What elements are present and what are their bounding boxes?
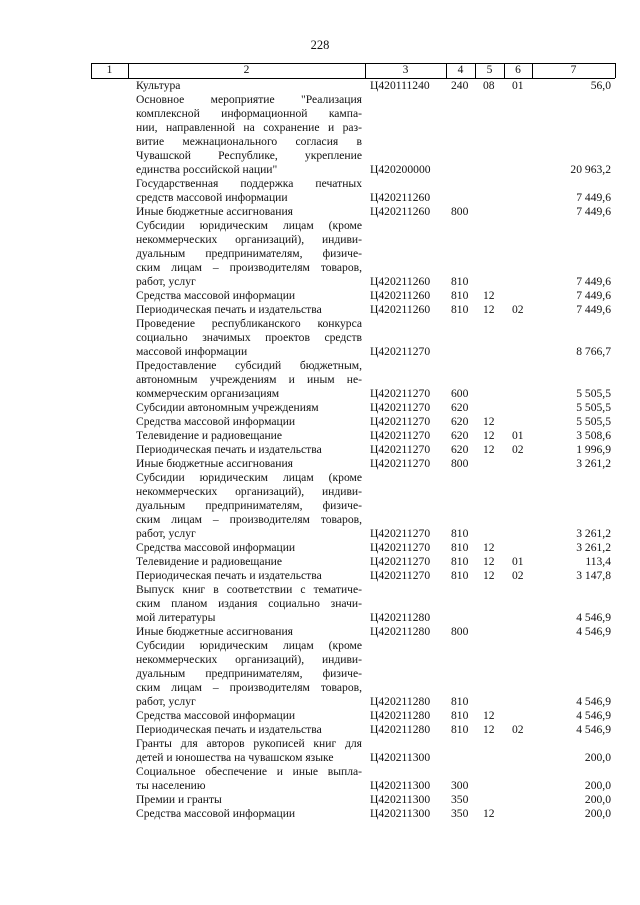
- expense-type: 810: [451, 695, 469, 708]
- description-line: Премии и гранты: [136, 793, 222, 806]
- amount: 200,0: [584, 751, 611, 764]
- amount: 4 546,9: [576, 695, 611, 708]
- table-row: [0, 709, 640, 723]
- row-description: [136, 639, 362, 709]
- expense-type: 600: [451, 387, 469, 400]
- target-code: Ц420211260: [370, 205, 431, 218]
- amount: 3 508,6: [576, 429, 611, 442]
- description-line: Периодическая печать и издательства: [136, 443, 322, 456]
- table-row: [0, 415, 640, 429]
- section: 12: [483, 429, 495, 442]
- description-line: работ, услуг: [136, 695, 196, 708]
- amount: 200,0: [584, 779, 611, 792]
- amount: 20 963,2: [570, 163, 611, 176]
- row-description: [136, 79, 362, 93]
- description-line: некоммерческих организаций), индиви-: [136, 485, 362, 498]
- expense-type: 810: [451, 527, 469, 540]
- table-row: [0, 765, 640, 793]
- row-description: [136, 443, 362, 457]
- section: 12: [483, 303, 495, 316]
- subsection: 02: [512, 443, 524, 456]
- row-description: [136, 415, 362, 429]
- description-line: дуальным предпринимателям, физиче-: [136, 247, 362, 260]
- description-line: Субсидии юридическим лицам (кроме: [136, 219, 362, 232]
- section: 12: [483, 555, 495, 568]
- page-number: 228: [310, 38, 330, 52]
- target-code: Ц420211280: [370, 625, 431, 638]
- row-description: [136, 709, 362, 723]
- description-line: Телевидение и радиовещание: [136, 429, 283, 442]
- row-description: [136, 177, 362, 205]
- table-row: [0, 625, 640, 639]
- description-line: некоммерческих организаций), индиви-: [136, 653, 362, 666]
- row-description: [136, 583, 362, 625]
- table-row: [0, 443, 640, 457]
- row-description: [136, 401, 362, 415]
- description-line: ским лицам – производителям товаров,: [136, 261, 362, 274]
- expense-type: 810: [451, 723, 469, 736]
- row-description: [136, 93, 362, 177]
- row-description: [136, 723, 362, 737]
- row-description: [136, 471, 362, 541]
- target-code: Ц420211270: [370, 527, 431, 540]
- description-line: Периодическая печать и издательства: [136, 569, 322, 582]
- target-code: Ц420211270: [370, 387, 431, 400]
- target-code: Ц420211280: [370, 695, 431, 708]
- amount: 1 996,9: [576, 443, 611, 456]
- section: 12: [483, 443, 495, 456]
- row-description: [136, 541, 362, 555]
- subsection: 01: [512, 79, 524, 92]
- amount: 7 449,6: [576, 289, 611, 302]
- description-line: Культура: [136, 79, 181, 92]
- target-code: Ц420211280: [370, 723, 431, 736]
- section: 12: [483, 415, 495, 428]
- description-line: коммерческим организациям: [136, 387, 280, 400]
- table-row: [0, 457, 640, 471]
- description-line: Государственная поддержка печатных: [136, 177, 362, 190]
- target-code: Ц420211300: [370, 779, 431, 792]
- header-divider: [615, 63, 616, 78]
- description-line: детей и юношества на чувашском языке: [136, 751, 334, 764]
- description-line: дуальным предпринимателям, физиче-: [136, 499, 362, 512]
- section: 12: [483, 541, 495, 554]
- expense-type: 620: [451, 443, 469, 456]
- expense-type: 620: [451, 401, 469, 414]
- target-code: Ц420211270: [370, 415, 431, 428]
- header-cell: 5: [486, 64, 493, 76]
- target-code: Ц420211270: [370, 401, 431, 414]
- amount: 5 505,5: [576, 387, 611, 400]
- amount: 7 449,6: [576, 205, 611, 218]
- target-code: Ц420111240: [370, 79, 430, 92]
- table-row: [0, 555, 640, 569]
- row-description: [136, 205, 362, 219]
- description-line: ским планом издания социально значи-: [136, 597, 362, 610]
- table-row: [0, 583, 640, 625]
- table-row: [0, 807, 640, 821]
- row-description: [136, 317, 362, 359]
- description-line: Средства массовой информации: [136, 289, 296, 302]
- description-line: автономным учреждениям и иным не-: [136, 373, 362, 386]
- description-line: Средства массовой информации: [136, 709, 296, 722]
- target-code: Ц420211280: [370, 611, 431, 624]
- description-line: Субсидии юридическим лицам (кроме: [136, 639, 362, 652]
- description-line: некоммерческих организаций), индиви-: [136, 233, 362, 246]
- description-line: работ, услуг: [136, 275, 196, 288]
- description-line: нии, направленной на сохранение и раз-: [136, 121, 362, 134]
- expense-type: 810: [451, 275, 469, 288]
- expense-type: 350: [451, 807, 469, 820]
- description-line: Социальное обеспечение и иные выпла-: [136, 765, 362, 778]
- header-cell: 2: [243, 64, 250, 76]
- description-line: комплексной информационной кампа-: [136, 107, 362, 120]
- description-line: Иные бюджетные ассигнования: [136, 625, 293, 638]
- section: 12: [483, 723, 495, 736]
- row-description: [136, 765, 362, 793]
- section: 08: [483, 79, 495, 92]
- header-cell: 4: [457, 64, 464, 76]
- row-description: [136, 429, 362, 443]
- description-line: Основное мероприятие "Реализация: [136, 93, 362, 106]
- row-description: [136, 303, 362, 317]
- expense-type: 800: [451, 625, 469, 638]
- amount: 113,4: [585, 555, 611, 568]
- table-row: [0, 359, 640, 401]
- amount: 200,0: [584, 807, 611, 820]
- description-line: работ, услуг: [136, 527, 196, 540]
- expense-type: 350: [451, 793, 469, 806]
- expense-type: 800: [451, 205, 469, 218]
- table-row: [0, 79, 640, 93]
- target-code: Ц420211280: [370, 709, 431, 722]
- target-code: Ц420200000: [370, 163, 431, 176]
- description-line: Чувашской Республике, укрепление: [136, 149, 362, 162]
- amount: 8 766,7: [576, 345, 611, 358]
- target-code: Ц420211270: [370, 555, 431, 568]
- target-code: Ц420211270: [370, 443, 431, 456]
- description-line: мой литературы: [136, 611, 216, 624]
- subsection: 01: [512, 555, 524, 568]
- description-line: Периодическая печать и издательства: [136, 723, 322, 736]
- description-line: Выпуск книг в соответствии с тематиче-: [136, 583, 362, 596]
- description-line: средств массовой информации: [136, 191, 288, 204]
- description-line: Телевидение и радиовещание: [136, 555, 283, 568]
- row-description: [136, 555, 362, 569]
- amount: 56,0: [590, 79, 611, 92]
- amount: 5 505,5: [576, 401, 611, 414]
- expense-type: 620: [451, 429, 469, 442]
- row-description: [136, 219, 362, 289]
- expense-type: 810: [451, 569, 469, 582]
- row-description: [136, 793, 362, 807]
- section: 12: [483, 289, 495, 302]
- expense-type: 810: [451, 555, 469, 568]
- amount: 4 546,9: [576, 723, 611, 736]
- table-row: [0, 569, 640, 583]
- table-row: [0, 723, 640, 737]
- description-line: Иные бюджетные ассигнования: [136, 205, 293, 218]
- row-description: [136, 569, 362, 583]
- target-code: Ц420211260: [370, 289, 431, 302]
- description-line: Средства массовой информации: [136, 541, 296, 554]
- subsection: 01: [512, 429, 524, 442]
- table-row: [0, 93, 640, 177]
- description-line: ским лицам – производителям товаров,: [136, 681, 362, 694]
- header-cell: 1: [106, 64, 113, 76]
- expense-type: 800: [451, 457, 469, 470]
- amount: 4 546,9: [576, 611, 611, 624]
- description-line: витие межнационального согласия в: [136, 135, 362, 148]
- description-line: Периодическая печать и издательства: [136, 303, 322, 316]
- row-description: [136, 457, 362, 471]
- table-row: [0, 177, 640, 205]
- amount: 7 449,6: [576, 303, 611, 316]
- description-line: Субсидии автономным учреждениям: [136, 401, 319, 414]
- description-line: Средства массовой информации: [136, 415, 296, 428]
- header-cell: 6: [515, 64, 521, 76]
- amount: 3 147,8: [576, 569, 611, 582]
- row-description: [136, 289, 362, 303]
- target-code: Ц420211270: [370, 569, 431, 582]
- table-row: [0, 289, 640, 303]
- target-code: Ц420211260: [370, 191, 431, 204]
- description-line: Гранты для авторов рукописей книг для: [136, 737, 362, 750]
- description-line: ты населению: [136, 779, 206, 792]
- description-line: единства российской нации": [136, 163, 278, 176]
- target-code: Ц420211300: [370, 793, 431, 806]
- amount: 7 449,6: [576, 275, 611, 288]
- amount: 7 449,6: [576, 191, 611, 204]
- table-row: [0, 471, 640, 541]
- amount: 3 261,2: [576, 541, 611, 554]
- expense-type: 300: [451, 779, 469, 792]
- table-row: [0, 541, 640, 555]
- description-line: массовой информации: [136, 345, 248, 358]
- amount: 4 546,9: [576, 625, 611, 638]
- expense-type: 810: [451, 709, 469, 722]
- header-cell: 7: [570, 64, 577, 76]
- table-row: [0, 429, 640, 443]
- description-line: Средства массовой информации: [136, 807, 296, 820]
- target-code: Ц420211300: [370, 807, 431, 820]
- subsection: 02: [512, 569, 524, 582]
- row-description: [136, 807, 362, 821]
- table-row: [0, 303, 640, 317]
- section: 12: [483, 807, 495, 820]
- row-description: [136, 737, 362, 765]
- description-line: дуальным предпринимателям, физиче-: [136, 667, 362, 680]
- expense-type: 810: [451, 303, 469, 316]
- row-description: [136, 359, 362, 401]
- table-row: [0, 219, 640, 289]
- table-row: [0, 737, 640, 765]
- subsection: 02: [512, 723, 524, 736]
- subsection: 02: [512, 303, 524, 316]
- target-code: Ц420211260: [370, 275, 431, 288]
- description-line: Предоставление субсидий бюджетным,: [136, 359, 362, 372]
- header-cell: 3: [402, 64, 409, 76]
- section: 12: [483, 709, 495, 722]
- target-code: Ц420211270: [370, 345, 431, 358]
- table-row: [0, 205, 640, 219]
- target-code: Ц420211300: [370, 751, 431, 764]
- amount: 3 261,2: [576, 527, 611, 540]
- target-code: Ц420211260: [370, 303, 431, 316]
- table-row: [0, 639, 640, 709]
- expense-type: 810: [451, 541, 469, 554]
- description-line: Субсидии юридическим лицам (кроме: [136, 471, 362, 484]
- description-line: Иные бюджетные ассигнования: [136, 457, 293, 470]
- target-code: Ц420211270: [370, 541, 431, 554]
- description-line: Проведение республиканского конкурса: [136, 317, 362, 330]
- table-row: [0, 401, 640, 415]
- expense-type: 240: [451, 79, 469, 92]
- amount: 5 505,5: [576, 415, 611, 428]
- expense-type: 810: [451, 289, 469, 302]
- amount: 200,0: [584, 793, 611, 806]
- table-row: [0, 793, 640, 807]
- description-line: ским лицам – производителям товаров,: [136, 513, 362, 526]
- table-row: [0, 317, 640, 359]
- description-line: социально значимых проектов средств: [136, 331, 362, 344]
- table-body: [0, 79, 640, 821]
- target-code: Ц420211270: [370, 429, 431, 442]
- target-code: Ц420211270: [370, 457, 431, 470]
- expense-type: 620: [451, 415, 469, 428]
- row-description: [136, 625, 362, 639]
- amount: 3 261,2: [576, 457, 611, 470]
- amount: 4 546,9: [576, 709, 611, 722]
- section: 12: [483, 569, 495, 582]
